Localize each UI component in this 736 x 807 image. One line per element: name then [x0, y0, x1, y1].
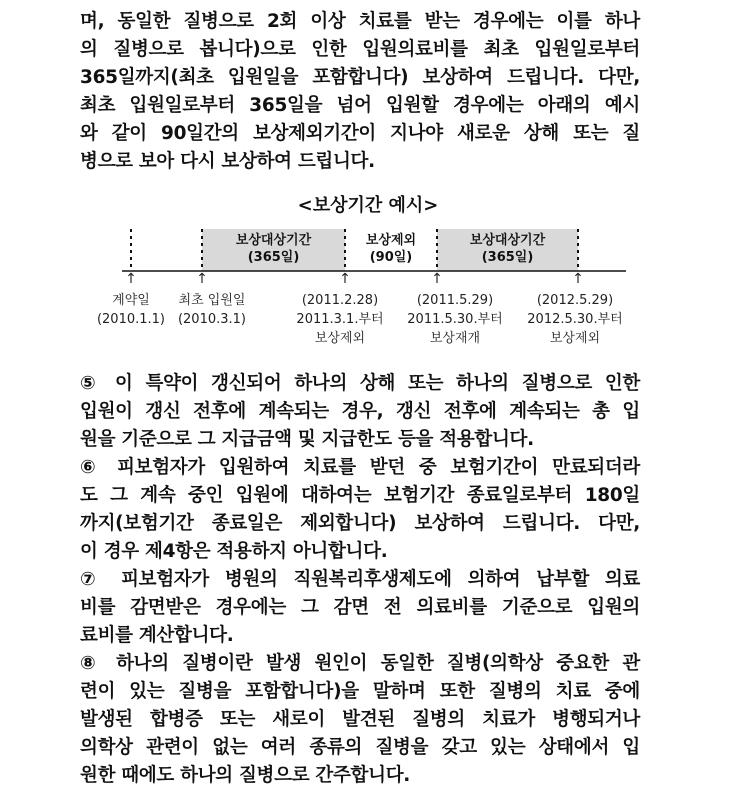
text-line: 련이 있는 질병을 포함합니다)을 말하며 또한 질병의 치료 중에 — [80, 681, 640, 702]
marker-label-contract-date: 계약일 (2010.1.1) — [96, 293, 166, 327]
text-line: 최초 입원일로부터 365일을 넘어 입원할 경우에는 아래의 예시 — [80, 95, 640, 116]
segment-label: 보상대상기간 (365일) — [235, 233, 312, 265]
clause-8 — [80, 650, 640, 790]
text-line: 료비를 계산합니다. — [80, 625, 234, 646]
intro-paragraph — [80, 8, 640, 176]
text-line: 이 경우 제4항은 적용하지 아니합니다. — [80, 541, 388, 562]
text-line: 와 같이 90일간의 보상제외기간이 지나야 새로운 상해 또는 질 — [80, 123, 640, 144]
text-line: 며, 동일한 질병으로 2회 이상 치료를 받는 경우에는 이를 하나 — [80, 11, 640, 32]
clause-6 — [80, 454, 640, 566]
text-line: 입원이 갱신 전후에 계속되는 경우, 갱신 전후에 계속되는 총 입 — [80, 401, 640, 422]
text-line: 원을 기준으로 그 지급금액 및 지급한도 등을 적용합니다. — [80, 429, 534, 450]
clause-7 — [80, 566, 640, 650]
text-line: ⑧ 하나의 질병이란 발생 원인이 동일한 질병(의학상 중요한 관 — [80, 653, 640, 674]
text-line: 도 그 계속 중인 입원에 대하여는 보험기간 종료일로부터 180일 — [80, 485, 640, 506]
text-line: 원한 때에도 하나의 질병으로 간주합니다. — [80, 765, 410, 786]
text-line: ⑤ 이 특약이 갱신되어 하나의 상해 또는 하나의 질병으로 인한 — [80, 373, 640, 394]
clause-5 — [80, 370, 640, 454]
text-line: 까지(보험기간 종료일은 제외합니다) 보상하여 드립니다. 다만, — [80, 513, 640, 534]
arrow-up-icon: ↑ — [431, 271, 443, 287]
segment-label: 보상제외 (90일) — [365, 233, 417, 265]
text-line: 365일까지(최초 입원일을 포함합니다) 보상하여 드립니다. 다만, — [80, 67, 640, 88]
segment-label: 보상대상기간 (365일) — [469, 233, 546, 265]
text-line: 의학상 관련이 없는 여러 종류의 질병을 갖고 있는 상태에서 입 — [80, 737, 640, 758]
arrow-up-icon: ↑ — [572, 271, 584, 287]
text-line: 의 질병으로 봅니다)으로 인한 입원의료비를 최초 입원일로부터 — [80, 39, 640, 60]
text-line: 발생된 합병증 또는 새로이 발견된 질병의 치료가 병행되거나 — [80, 709, 640, 730]
text-line: 병으로 보아 다시 보상하여 드립니다. — [80, 151, 375, 172]
text-line: 비를 감면받은 경우에는 그 감면 전 의료비를 기준으로 입원의 — [80, 597, 640, 618]
arrow-up-icon: ↑ — [125, 271, 137, 287]
arrow-up-icon: ↑ — [196, 271, 208, 287]
text-line: ⑦ 피보험자가 병원의 직원복리후생제도에 의하여 납부할 의료 — [80, 569, 640, 590]
marker-label-first-admission: 최초 입원일 (2010.3.1) — [177, 293, 247, 327]
marker-label-exclusion-again: (2012.5.29) 2012.5.30.부터 보상제외 — [527, 293, 623, 346]
marker-label-coverage-resume: (2011.5.29) 2011.5.30.부터 보상재개 — [407, 293, 503, 346]
arrow-up-icon: ↑ — [339, 271, 351, 287]
text-line: ⑥ 피보험자가 입원하여 치료를 받던 중 보험기간이 만료되더라 — [80, 457, 640, 478]
coverage-period-diagram — [0, 220, 736, 350]
example-title: <보상기간 예시> — [297, 195, 439, 216]
marker-label-exclusion-start: (2011.2.28) 2011.3.1.부터 보상제외 — [296, 293, 384, 346]
